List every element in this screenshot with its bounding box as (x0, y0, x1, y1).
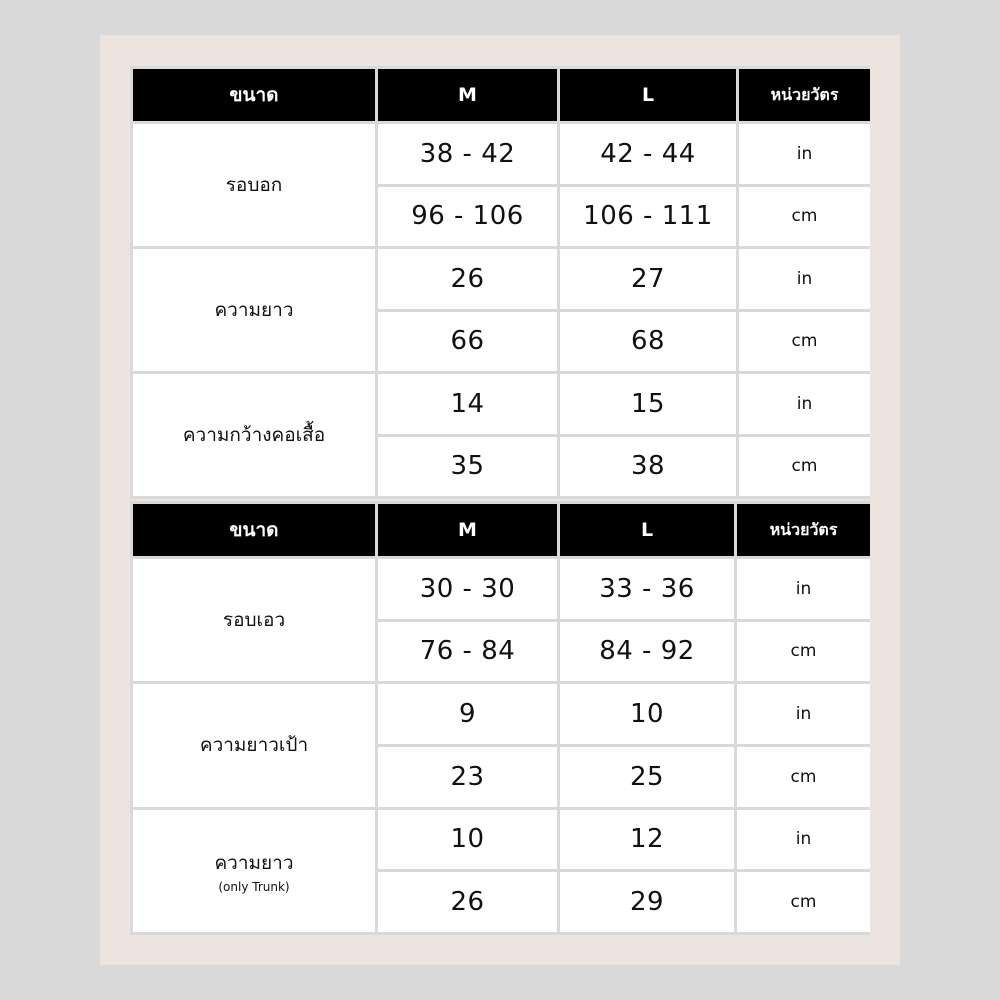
row-label-waist: รอบเอว (133, 559, 375, 681)
header-l: L (560, 504, 734, 556)
cell-l-cm: 68 (560, 312, 736, 372)
header-size: ขนาด (133, 504, 375, 556)
cell-l-in: 12 (560, 810, 734, 870)
cell-m-in: 26 (378, 249, 557, 309)
cell-m-cm: 76 - 84 (378, 622, 557, 682)
cell-m-in: 38 - 42 (378, 124, 557, 184)
cell-l-in: 42 - 44 (560, 124, 736, 184)
cell-m-cm: 23 (378, 747, 557, 807)
table-row (133, 249, 870, 309)
cell-m-cm: 66 (378, 312, 557, 372)
cell-l-in: 33 - 36 (560, 559, 734, 619)
header-l: L (560, 69, 736, 121)
top-size-table (130, 66, 870, 499)
header-unit: หน่วยวัตร (737, 504, 870, 556)
cell-m-in: 30 - 30 (378, 559, 557, 619)
cell-m-cm: 96 - 106 (378, 187, 557, 247)
unit-cm: cm (739, 187, 870, 247)
table-row (133, 684, 870, 744)
unit-cm: cm (737, 747, 870, 807)
unit-cm: cm (739, 312, 870, 372)
table-row (133, 124, 870, 184)
cell-l-cm: 25 (560, 747, 734, 807)
row-label-rise: ความยาวเป้า (133, 684, 375, 806)
unit-cm: cm (737, 622, 870, 682)
cell-l-cm: 84 - 92 (560, 622, 734, 682)
header-size: ขนาด (133, 69, 375, 121)
cell-l-cm: 29 (560, 872, 734, 932)
table-row (133, 559, 870, 619)
header-m: M (378, 69, 557, 121)
table-row (133, 810, 870, 870)
unit-in: in (737, 559, 870, 619)
cell-m-in: 14 (378, 374, 557, 434)
row-label-length: ความยาว (133, 249, 375, 371)
row-label-trunk-length (133, 810, 375, 932)
cell-m-cm: 35 (378, 437, 557, 497)
cell-m-cm: 26 (378, 872, 557, 932)
unit-in: in (739, 374, 870, 434)
unit-in: in (739, 124, 870, 184)
unit-in: in (737, 684, 870, 744)
row-label-chest: รอบอก (133, 124, 375, 246)
cell-l-in: 27 (560, 249, 736, 309)
unit-in: in (739, 249, 870, 309)
cell-l-in: 15 (560, 374, 736, 434)
unit-cm: cm (737, 872, 870, 932)
header-unit: หน่วยวัตร (739, 69, 870, 121)
row-label-text: ความยาว (214, 851, 294, 874)
cell-l-cm: 106 - 111 (560, 187, 736, 247)
row-sublabel: (only Trunk) (218, 879, 290, 894)
table-row (133, 374, 870, 434)
cell-m-in: 10 (378, 810, 557, 870)
header-m: M (378, 504, 557, 556)
bottom-size-table (130, 501, 870, 935)
cell-m-in: 9 (378, 684, 557, 744)
cell-l-in: 10 (560, 684, 734, 744)
header-row (133, 69, 870, 121)
unit-cm: cm (739, 437, 870, 497)
row-label-neck-width: ความกว้างคอเสื้อ (133, 374, 375, 496)
header-row (133, 504, 870, 556)
unit-in: in (737, 810, 870, 870)
cell-l-cm: 38 (560, 437, 736, 497)
